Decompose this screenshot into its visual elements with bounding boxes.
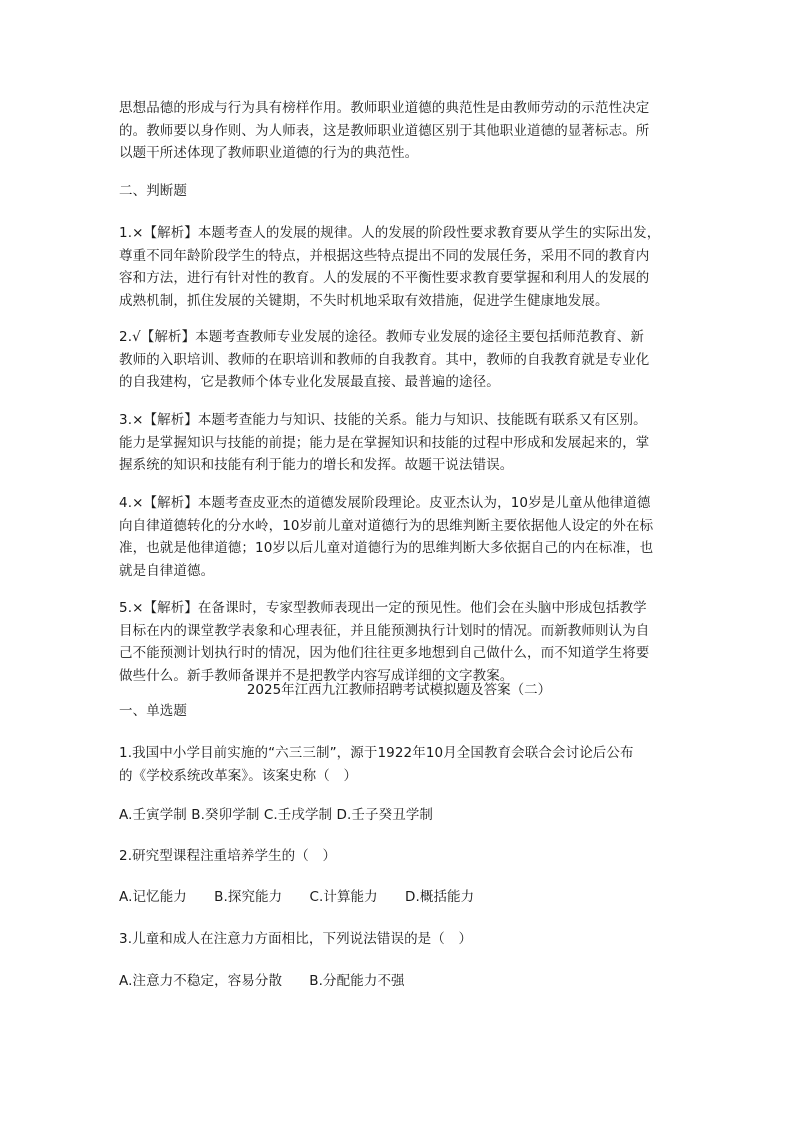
question-1-options: A.壬寅学制 B.癸卯学制 C.壬戌学制 D.壬子癸丑学制 [119,807,434,823]
text-line: 2.研究型课程注重培养学生的（ ） [119,848,337,864]
judgment-item-1 [119,222,679,312]
question-3-stem [119,928,679,951]
text-line: 的自我建构，它是教师个体专业化发展最直接、最普遍的途径。 [119,374,500,390]
judgment-item-5 [119,597,679,687]
text-line: 目标在内的课堂教学表象和心理表征，并且能预测执行计划时的情况。而新教师则认为自 [119,622,650,639]
text-line: 1.×【解析】本题考查人的发展的规律。人的发展的阶段性要求教育要从学生的实际出发， [119,225,661,241]
text-line: 就是自律道德。 [119,562,215,579]
question-3-options: A.注意力不稳定，容易分散 B.分配能力不强 [119,973,405,989]
question-2-stem [119,845,679,868]
text-line: 的。教师要以身作则、为人师表，这是教师职业道德区别于其他职业道德的显著标志。所 [119,122,650,139]
text-line: 以题干所述体现了教师职业道德的行为的典范性。 [119,145,419,161]
exam-title: 2025年江西九江教师招聘考试模拟题及答案（二） [246,682,552,698]
question-1-stem [119,742,679,787]
text-line: 4.×【解析】本题考查皮亚杰的道德发展阶段理论。皮亚杰认为，10岁是儿童从他律道德 [119,495,651,511]
text-line: 向自律道德转化的分水岭，10岁前儿童对道德行为的思维判断主要依据他人设定的外在标 [119,517,654,534]
text-line: 2.√【解析】本题考查教师专业发展的途径。教师专业发展的途径主要包括师范教育、新 [119,329,644,345]
text-line: 思想品德的形成与行为具有榜样作用。教师职业道德的典范性是由教师劳动的示范性决定 [119,100,650,116]
judgment-item-4 [119,492,679,582]
text-line: 握系统的知识和技能有利于能力的增长和发挥。故题干说法错误。 [119,457,514,473]
text-line: 5.×【解析】在备课时，专家型教师表现出一定的预见性。他们会在头脑中形成包括教学 [119,600,647,616]
section-heading-judgment: 二、判断题 [119,183,187,199]
text-line: 1.我国中小学目前实施的“六三三制”，源于1922年10月全国教育会联合会讨论后公布 [119,745,634,761]
text-line: 的《学校系统改革案》。该案史称（ ） [119,767,358,784]
judgment-item-2 [119,326,679,394]
text-line: 教师的入职培训、教师的在职培训和教师的自我教育。其中，教师的自我教育就是专业化 [119,351,650,368]
text-line: 3.×【解析】本题考查能力与知识、技能的关系。能力与知识、技能既有联系又有区别。 [119,412,647,428]
text-line: 成熟机制，抓住发展的关键期，不失时机地采取有效措施，促进学生健康地发展。 [119,292,609,309]
text-line: 容和方法，进行有针对性的教育。人的发展的不平衡性要求教育要掌握和利用人的发展的 [119,270,650,286]
section-heading-single-choice: 一、单选题 [119,703,187,719]
intro-paragraph [119,97,679,165]
judgment-item-3 [119,409,679,477]
text-line: 3.儿童和成人在注意力方面相比，下列说法错误的是（ ） [119,931,473,947]
text-line: 做些什么。新手教师备课并不是把教学内容写成详细的文字教案。 [119,667,514,684]
question-2-options: A.记忆能力 B.探究能力 C.计算能力 D.概括能力 [119,889,475,905]
text-line: 准，也就是他律道德；10岁以后儿童对道德行为的思维判断大多依据自己的内在标准，也 [119,540,654,556]
text-line: 己不能预测计划执行时的情况，因为他们往往更多地想到自己做什么，而不知道学生将要 [119,645,650,661]
text-line: 能力是掌握知识与技能的前提；能力是在掌握知识和技能的过程中形成和发展起来的，掌 [119,434,650,451]
text-line: 尊重不同年龄阶段学生的特点，并根据这些特点提出不同的发展任务，采用不同的教育内 [119,247,650,264]
